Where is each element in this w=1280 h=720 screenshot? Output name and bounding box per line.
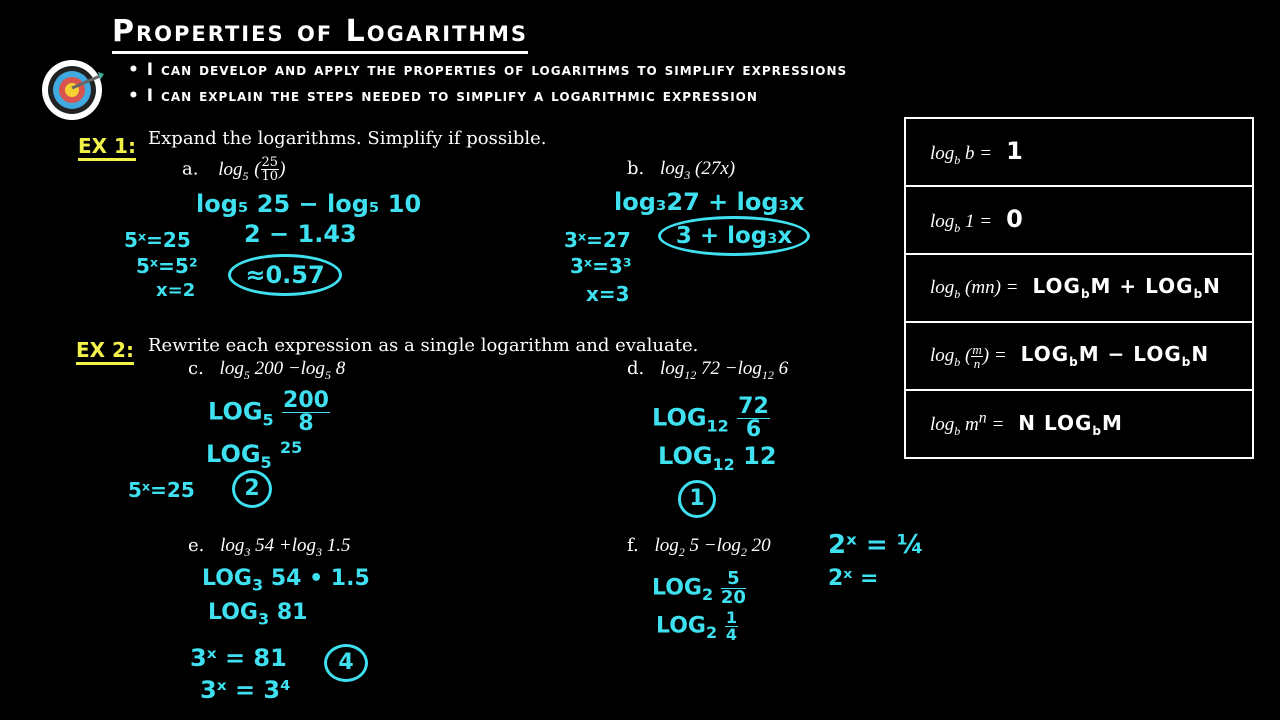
learning-goal-1: • I can develop and apply the properties of logarithms to simplify expressions xyxy=(128,60,848,80)
work-f-2: $LOG_2$ $\frac{1}{4}$ xyxy=(656,608,737,644)
answer-e: 4 xyxy=(324,644,368,682)
answer-a: ≈0.57 xyxy=(228,254,342,296)
problem-b-arg: (27x) xyxy=(695,158,736,179)
ex2-instruction: Rewrite each expression as a single logarithm and evaluate. xyxy=(148,335,699,356)
work-c-1: $LOG_5$ $\frac{200}{8}$ xyxy=(208,388,329,436)
side-b-2: 3ˣ=3³ xyxy=(570,254,632,278)
property-row-identity: $\log_b b = 1$ xyxy=(905,118,1253,186)
problem-d: d. $\log_{12} 72 -\log_{12}$ 6 xyxy=(627,358,789,382)
answer-b: 3 + log₃x xyxy=(658,216,810,256)
work-e-1: $LOG_3$ 54 • 1.5 xyxy=(202,566,370,595)
ex2-label: EX 2: xyxy=(76,338,134,365)
problem-b: b. $\log_3 (27x)$ xyxy=(627,158,736,182)
side-c: 5ˣ=25 xyxy=(128,478,195,502)
property-row-product: $\log_b (mn) = LOG_bM + LOG_bN$ xyxy=(905,254,1253,322)
property-row-zero: $\log_b 1 = 0$ xyxy=(905,186,1253,254)
problem-b-letter: b. xyxy=(627,158,645,179)
learning-goal-2: • I can explain the steps needed to simplify a logarithmic expression xyxy=(128,86,758,106)
ex1-label: EX 1: xyxy=(78,134,136,161)
side-a-3: x=2 xyxy=(156,280,196,301)
work-e-2: $LOG_3$ 81 xyxy=(208,600,308,629)
side-e-1: 3ˣ = 81 xyxy=(190,644,287,672)
problem-a-log: log xyxy=(218,158,243,180)
problem-a: a. $\log_5$ ( $\frac{25}{10}$ ) xyxy=(182,155,286,184)
problem-c: c. $\log_5 200 -\log_5$ 8 xyxy=(188,358,346,382)
problem-a-fraction: $\frac{25}{10}$ xyxy=(261,155,279,184)
side-b-3: x=3 xyxy=(586,282,630,306)
problem-e: e. $\log_3 54 +\log_3$ 1.5 xyxy=(188,535,351,559)
property-row-quotient: $\log_b$ ( $\frac{m}{n}$ ) = $LOG_bM - LOG_bN$ xyxy=(905,322,1253,390)
answer-d: 1 xyxy=(678,480,716,518)
work-f-1: $LOG_2$ $\frac{5}{20}$ xyxy=(652,568,746,608)
properties-table xyxy=(904,117,1254,459)
side-e-2: 3ˣ = 3⁴ xyxy=(200,676,291,704)
property-row-power: $\log_b m^n = N$ $LOG_bM$ xyxy=(905,390,1253,458)
side-b-1: 3ˣ=27 xyxy=(564,228,631,252)
work-d-2: $LOG_{12}$ 12 xyxy=(658,442,777,474)
side-a-1: 5ˣ=25 xyxy=(124,228,191,252)
work-b-1: log₃27 + log₃x xyxy=(614,188,805,216)
problem-a-base: 5 xyxy=(242,168,249,183)
work-c-2: $LOG_5$ $^{25}$ xyxy=(206,438,303,472)
target-arrow-icon xyxy=(40,58,104,122)
work-a-1: log₅ 25 − log₅ 10 xyxy=(196,190,422,218)
answer-c: 2 xyxy=(232,470,272,508)
problem-f: f. $\log_2 5 -\log_2$ 20 xyxy=(627,535,771,559)
problem-a-letter: a. xyxy=(182,158,199,180)
work-d-1: $LOG_{12}$ $\frac{72}{6}$ xyxy=(652,394,769,442)
page-title: Properties of Logarithms xyxy=(112,14,528,54)
work-a-2: 2 − 1.43 xyxy=(244,220,357,248)
side-f-2: 2ˣ = xyxy=(828,566,879,591)
side-f-1: 2ˣ = ¼ xyxy=(828,530,924,560)
ex1-instruction: Expand the logarithms. Simplify if possible. xyxy=(148,128,547,149)
side-a-2: 5ˣ=5² xyxy=(136,254,198,278)
